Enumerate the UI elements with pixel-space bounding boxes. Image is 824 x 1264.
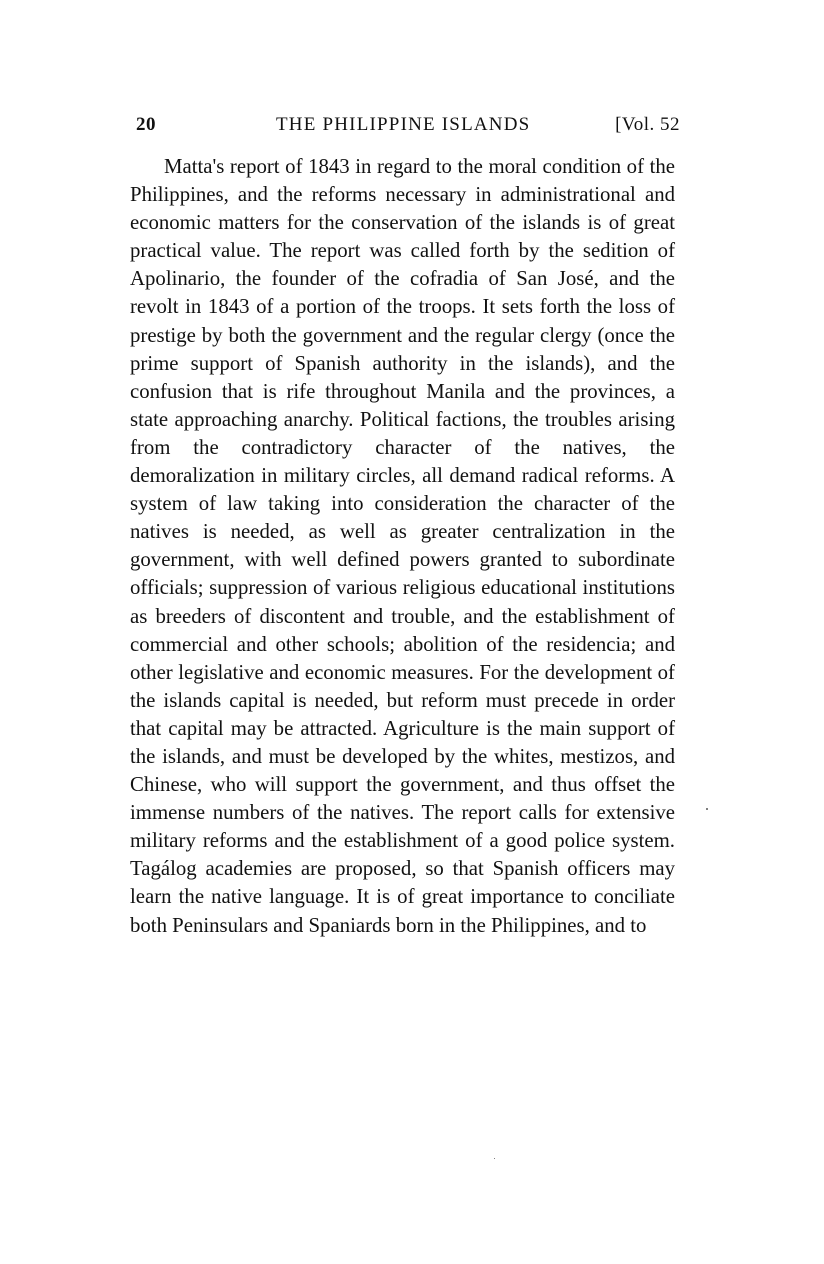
scan-speck — [494, 1158, 495, 1159]
volume-label: [Vol. 52 — [615, 114, 680, 135]
scan-speck — [706, 808, 708, 810]
body-paragraph: Matta's report of 1843 in regard to the moral condition of the Philippines, and the reforms necessary in administrational and economic matters for the conservation of the islands is of great practical value. The report was called forth by the sedition of Apolinario, the founder of the cofradia of San José, and the revolt in 1843 of a portion of the troops. It sets forth the loss of prestige by both the government and the regular clergy (once the prime support of Spanish authority in the islands), and the confusion that is rife throughout Manila and the provinces, a state approaching anarchy. Political factions, the troubles arising from the contradictory character of the natives, the demoralization in military circles, all demand radical reforms. A system of law taking into consideration the character of the natives is needed, as well as greater centralization in the government, with well defined powers granted to subordinate officials; suppression of various religious educational institutions as breeders of discontent and trouble, and the establishment of commercial and other schools; abolition of the residencia; and other legislative and economic measures. For the development of the islands capital is needed, but reform must precede in order that capital may be attracted. Agriculture is the main support of the islands, and must be developed by the whites, mestizos, and Chinese, who will support the government, and thus offset the immense numbers of the natives. The report calls for extensive military reforms and the establishment of a good police system. Tagálog academies are proposed, so that Spanish officers may learn the native language. It is of great importance to conciliate both Peninsulars and Spaniards born in the Philippines, and to — [130, 155, 675, 937]
running-head — [136, 114, 680, 138]
book-title: THE PHILIPPINE ISLANDS — [276, 114, 531, 135]
page-number: 20 — [136, 114, 156, 135]
